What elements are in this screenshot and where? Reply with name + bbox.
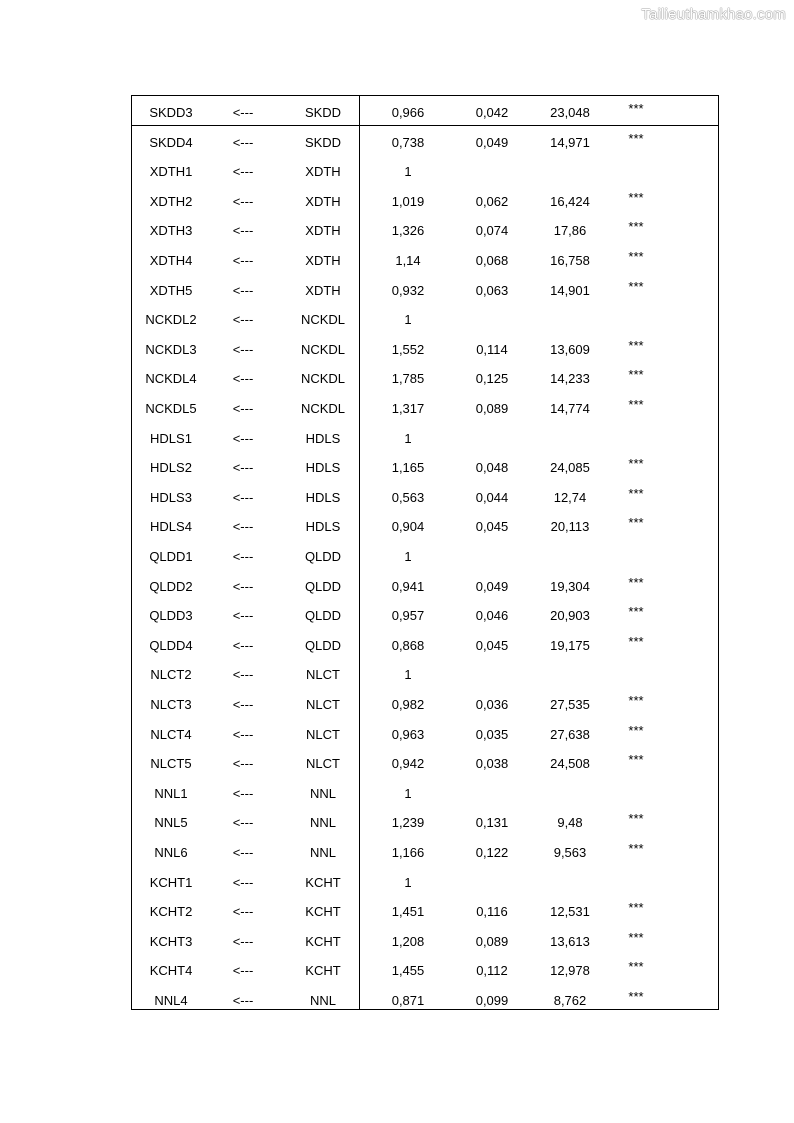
p-value-cell <box>610 155 662 185</box>
p-value-cell: *** <box>628 929 644 945</box>
table-row <box>132 777 718 807</box>
table-row <box>132 333 718 363</box>
observed-variable-cell: XDTH1 <box>149 164 193 180</box>
table-row <box>132 481 718 511</box>
estimate-cell: 1,208 <box>391 933 425 949</box>
latent-variable-cell: QLDD <box>304 608 342 624</box>
table-row <box>132 451 718 481</box>
estimate-cell: 0,563 <box>391 489 425 505</box>
critical-ratio-cell: 20,903 <box>550 608 590 624</box>
standard-error-cell <box>452 658 532 688</box>
latent-variable-cell: NCKDL <box>300 401 346 416</box>
arrow-cell: <--- <box>232 785 254 801</box>
standard-error-cell: 0,049 <box>475 134 509 150</box>
arrow-cell: <--- <box>232 845 254 860</box>
standard-error-cell: 0,068 <box>475 253 509 268</box>
table-row <box>132 895 718 925</box>
latent-variable-cell: XDTH <box>305 164 341 180</box>
critical-ratio-cell: 12,978 <box>550 963 590 979</box>
table-row <box>132 806 718 836</box>
estimate-cell: 0,904 <box>391 519 425 535</box>
observed-variable-cell: QLDD2 <box>149 578 193 594</box>
table-row <box>132 96 718 126</box>
table-row <box>132 214 718 244</box>
critical-ratio-cell: 14,774 <box>550 401 590 416</box>
standard-error-cell: 0,074 <box>475 223 509 239</box>
table-row <box>132 244 718 274</box>
standard-error-cell: 0,116 <box>476 904 508 920</box>
regression-weights-table <box>131 95 719 1010</box>
table-row <box>132 925 718 955</box>
estimate-cell: 1 <box>404 785 412 801</box>
latent-variable-cell: NCKDL <box>300 371 346 387</box>
estimate-cell: 1,326 <box>391 223 425 239</box>
observed-variable-cell: KCHT3 <box>149 933 193 949</box>
critical-ratio-cell: 12,531 <box>550 904 590 920</box>
critical-ratio-cell: 19,304 <box>550 578 590 594</box>
latent-variable-cell: NNL <box>309 815 336 831</box>
estimate-cell: 0,941 <box>391 578 425 594</box>
standard-error-cell: 0,045 <box>475 637 509 653</box>
critical-ratio-cell: 16,424 <box>550 193 590 209</box>
critical-ratio-cell <box>530 866 610 896</box>
standard-error-cell: 0,125 <box>475 371 509 387</box>
table-row <box>132 658 718 688</box>
table-row <box>132 718 718 748</box>
estimate-cell: 0,942 <box>391 756 425 772</box>
standard-error-cell: 0,046 <box>475 608 509 624</box>
observed-variable-cell: XDTH3 <box>149 223 193 239</box>
estimate-cell: 1 <box>404 312 412 328</box>
critical-ratio-cell <box>530 658 610 688</box>
latent-variable-cell: HDLS <box>305 430 341 446</box>
latent-variable-cell: NCKDL <box>300 312 346 328</box>
critical-ratio-cell: 24,085 <box>550 460 590 476</box>
observed-variable-cell: HDLS3 <box>150 489 192 505</box>
table-row <box>132 629 718 659</box>
observed-variable-cell: NLCT3 <box>150 697 192 712</box>
observed-variable-cell: SKDD3 <box>149 105 193 120</box>
p-value-cell: *** <box>628 633 644 649</box>
latent-variable-cell: NLCT <box>306 667 340 683</box>
observed-variable-cell: HDLS1 <box>150 430 192 446</box>
arrow-cell: <--- <box>232 933 254 949</box>
observed-variable-cell: QLDD4 <box>149 637 193 653</box>
estimate-cell: 1,019 <box>391 193 425 209</box>
table-row <box>132 274 718 304</box>
arrow-cell: <--- <box>232 963 254 979</box>
standard-error-cell: 0,049 <box>475 578 509 594</box>
critical-ratio-cell <box>530 303 610 333</box>
standard-error-cell: 0,089 <box>475 933 509 949</box>
latent-variable-cell: XDTH <box>305 253 341 268</box>
standard-error-cell: 0,062 <box>475 193 509 209</box>
p-value-cell: *** <box>628 989 644 1004</box>
observed-variable-cell: XDTH4 <box>149 253 193 268</box>
standard-error-cell: 0,122 <box>475 845 509 860</box>
latent-variable-cell: SKDD <box>304 105 342 120</box>
arrow-cell: <--- <box>232 282 254 298</box>
table-row <box>132 155 718 185</box>
standard-error-cell: 0,038 <box>475 756 509 772</box>
observed-variable-cell: XDTH5 <box>149 282 193 298</box>
standard-error-cell: 0,089 <box>475 401 509 416</box>
critical-ratio-cell: 16,758 <box>550 253 590 268</box>
observed-variable-cell: NCKDL4 <box>145 371 197 387</box>
estimate-cell: 0,982 <box>391 697 425 712</box>
estimate-cell: 1 <box>404 667 412 683</box>
latent-variable-cell: NCKDL <box>300 341 346 357</box>
estimate-cell: 1,451 <box>391 904 425 920</box>
observed-variable-cell: NLCT5 <box>150 756 192 772</box>
p-value-cell: *** <box>628 249 644 264</box>
table-row <box>132 954 718 984</box>
latent-variable-cell: HDLS <box>305 519 341 535</box>
p-value-cell: *** <box>628 604 644 620</box>
estimate-cell: 1 <box>404 549 412 564</box>
observed-variable-cell: NNL4 <box>154 993 188 1008</box>
p-value-cell: *** <box>628 456 644 472</box>
critical-ratio-cell <box>530 155 610 185</box>
critical-ratio-cell <box>530 777 610 807</box>
standard-error-cell <box>452 866 532 896</box>
standard-error-cell <box>452 422 532 452</box>
estimate-cell: 1,239 <box>391 815 425 831</box>
table-row <box>132 185 718 215</box>
latent-variable-cell: NLCT <box>306 756 340 772</box>
p-value-cell: *** <box>628 841 644 856</box>
p-value-cell: *** <box>628 101 644 116</box>
p-value-cell: *** <box>628 515 644 531</box>
latent-variable-cell: SKDD <box>304 134 342 150</box>
table-row <box>132 510 718 540</box>
p-value-cell: *** <box>628 900 644 916</box>
p-value-cell <box>610 540 662 570</box>
estimate-cell: 1,785 <box>391 371 425 387</box>
critical-ratio-cell: 24,508 <box>550 756 590 772</box>
observed-variable-cell: NNL6 <box>154 845 188 860</box>
critical-ratio-cell: 13,609 <box>550 341 590 357</box>
latent-variable-cell: NNL <box>309 993 336 1008</box>
p-value-cell <box>610 866 662 896</box>
observed-variable-cell: QLDD1 <box>149 549 193 564</box>
standard-error-cell: 0,044 <box>475 489 509 505</box>
estimate-cell: 1,317 <box>391 401 425 416</box>
critical-ratio-cell: 14,233 <box>550 371 590 387</box>
arrow-cell: <--- <box>232 726 254 742</box>
arrow-cell: <--- <box>232 105 254 120</box>
observed-variable-cell: KCHT1 <box>149 874 193 890</box>
estimate-cell: 1,166 <box>391 845 425 860</box>
critical-ratio-cell: 27,535 <box>550 697 590 712</box>
p-value-cell <box>610 658 662 688</box>
estimate-cell: 0,738 <box>391 134 425 150</box>
latent-variable-cell: KCHT <box>305 963 341 979</box>
table-row <box>132 836 718 866</box>
latent-variable-cell: XDTH <box>305 223 341 239</box>
latent-variable-cell: NLCT <box>306 697 340 712</box>
arrow-cell: <--- <box>232 993 254 1008</box>
arrow-cell: <--- <box>232 460 254 476</box>
critical-ratio-cell: 14,971 <box>550 134 590 150</box>
arrow-cell: <--- <box>232 223 254 239</box>
critical-ratio-cell: 14,901 <box>550 282 590 298</box>
estimate-cell: 1,455 <box>391 963 425 979</box>
arrow-cell: <--- <box>232 134 254 150</box>
estimate-cell: 1 <box>404 874 412 890</box>
table-row <box>132 392 718 422</box>
arrow-cell: <--- <box>232 637 254 653</box>
arrow-cell: <--- <box>232 756 254 772</box>
observed-variable-cell: HDLS2 <box>150 460 192 476</box>
standard-error-cell <box>452 777 532 807</box>
estimate-cell: 0,932 <box>391 282 425 298</box>
estimate-cell: 1,14 <box>395 253 421 268</box>
critical-ratio-cell: 19,175 <box>550 637 590 653</box>
critical-ratio-cell: 9,48 <box>557 815 583 831</box>
observed-variable-cell: HDLS4 <box>150 519 192 535</box>
arrow-cell: <--- <box>232 312 254 328</box>
arrow-cell: <--- <box>232 519 254 535</box>
critical-ratio-cell: 12,74 <box>553 489 587 505</box>
standard-error-cell: 0,035 <box>475 726 509 742</box>
table-row <box>132 866 718 896</box>
arrow-cell: <--- <box>232 341 254 357</box>
latent-variable-cell: NLCT <box>306 726 340 742</box>
standard-error-cell <box>452 303 532 333</box>
p-value-cell: *** <box>628 367 644 383</box>
table-row <box>132 570 718 600</box>
standard-error-cell: 0,099 <box>475 993 509 1008</box>
observed-variable-cell: SKDD4 <box>149 134 193 150</box>
estimate-cell: 0,868 <box>391 637 425 653</box>
table-row <box>132 362 718 392</box>
standard-error-cell: 0,131 <box>475 815 509 831</box>
standard-error-cell: 0,045 <box>475 519 509 535</box>
arrow-cell: <--- <box>232 164 254 180</box>
critical-ratio-cell: 9,563 <box>553 845 587 860</box>
arrow-cell: <--- <box>232 401 254 416</box>
estimate-cell: 0,966 <box>391 105 425 120</box>
observed-variable-cell: NLCT2 <box>150 667 192 683</box>
standard-error-cell <box>452 155 532 185</box>
latent-variable-cell: NNL <box>309 785 336 801</box>
table-row <box>132 747 718 777</box>
table-row <box>132 126 718 156</box>
latent-variable-cell: QLDD <box>304 637 342 653</box>
critical-ratio-cell: 13,613 <box>550 933 590 949</box>
latent-variable-cell: KCHT <box>305 904 341 920</box>
arrow-cell: <--- <box>232 253 254 268</box>
p-value-cell <box>610 777 662 807</box>
observed-variable-cell: KCHT2 <box>149 904 193 920</box>
latent-variable-cell: XDTH <box>305 193 341 209</box>
p-value-cell: *** <box>628 693 644 708</box>
arrow-cell: <--- <box>232 549 254 564</box>
critical-ratio-cell: 27,638 <box>550 726 590 742</box>
p-value-cell: *** <box>628 574 644 590</box>
standard-error-cell: 0,114 <box>476 341 508 357</box>
table-row <box>132 303 718 333</box>
estimate-cell: 1,165 <box>391 460 425 476</box>
p-value-cell: *** <box>628 337 644 353</box>
observed-variable-cell: NNL1 <box>154 785 188 801</box>
standard-error-cell: 0,063 <box>475 282 509 298</box>
latent-variable-cell: HDLS <box>305 460 341 476</box>
estimate-cell: 0,871 <box>391 993 425 1008</box>
observed-variable-cell: NCKDL3 <box>145 341 197 357</box>
p-value-cell <box>610 303 662 333</box>
p-value-cell: *** <box>628 189 644 205</box>
critical-ratio-cell <box>530 422 610 452</box>
standard-error-cell <box>452 540 532 570</box>
observed-variable-cell: NNL5 <box>154 815 188 831</box>
p-value-cell: *** <box>628 722 644 738</box>
latent-variable-cell: QLDD <box>304 549 342 564</box>
critical-ratio-cell <box>530 540 610 570</box>
latent-variable-cell: KCHT <box>305 874 341 890</box>
observed-variable-cell: KCHT4 <box>149 963 193 979</box>
observed-variable-cell: NLCT4 <box>150 726 192 742</box>
p-value-cell: *** <box>628 278 644 294</box>
observed-variable-cell: NCKDL5 <box>145 401 197 416</box>
observed-variable-cell: QLDD3 <box>149 608 193 624</box>
estimate-cell: 0,957 <box>391 608 425 624</box>
critical-ratio-cell: 23,048 <box>550 105 590 120</box>
table-row <box>132 422 718 452</box>
latent-variable-cell: KCHT <box>305 933 341 949</box>
p-value-cell: *** <box>628 219 644 235</box>
p-value-cell: *** <box>628 811 644 827</box>
standard-error-cell: 0,048 <box>475 460 509 476</box>
standard-error-cell: 0,042 <box>475 105 509 120</box>
observed-variable-cell: XDTH2 <box>149 193 193 209</box>
standard-error-cell: 0,036 <box>475 697 509 712</box>
table-row <box>132 688 718 718</box>
watermark: Tailieuthamkhao.com <box>641 6 786 23</box>
p-value-cell: *** <box>628 959 644 975</box>
p-value-cell: *** <box>628 485 644 501</box>
arrow-cell: <--- <box>232 904 254 920</box>
arrow-cell: <--- <box>232 697 254 712</box>
arrow-cell: <--- <box>232 815 254 831</box>
latent-variable-cell: XDTH <box>305 282 341 298</box>
latent-variable-cell: HDLS <box>305 489 341 505</box>
critical-ratio-cell: 8,762 <box>553 993 587 1008</box>
arrow-cell: <--- <box>232 193 254 209</box>
arrow-cell: <--- <box>232 430 254 446</box>
table-row <box>132 540 718 570</box>
critical-ratio-cell: 20,113 <box>550 519 590 535</box>
estimate-cell: 1,552 <box>391 341 425 357</box>
p-value-cell: *** <box>628 752 644 768</box>
arrow-cell: <--- <box>232 667 254 683</box>
estimate-cell: 1 <box>404 164 412 180</box>
table-row <box>132 984 718 1014</box>
latent-variable-cell: NNL <box>309 845 336 860</box>
p-value-cell: *** <box>628 397 644 412</box>
estimate-cell: 0,963 <box>391 726 425 742</box>
estimate-cell: 1 <box>404 430 412 446</box>
table-row <box>132 599 718 629</box>
arrow-cell: <--- <box>232 578 254 594</box>
arrow-cell: <--- <box>232 371 254 387</box>
arrow-cell: <--- <box>232 489 254 505</box>
critical-ratio-cell: 17,86 <box>553 223 587 239</box>
p-value-cell <box>610 422 662 452</box>
arrow-cell: <--- <box>232 608 254 624</box>
latent-variable-cell: QLDD <box>304 578 342 594</box>
standard-error-cell: 0,112 <box>476 963 508 979</box>
p-value-cell: *** <box>628 130 644 146</box>
observed-variable-cell: NCKDL2 <box>145 312 197 328</box>
arrow-cell: <--- <box>232 874 254 890</box>
